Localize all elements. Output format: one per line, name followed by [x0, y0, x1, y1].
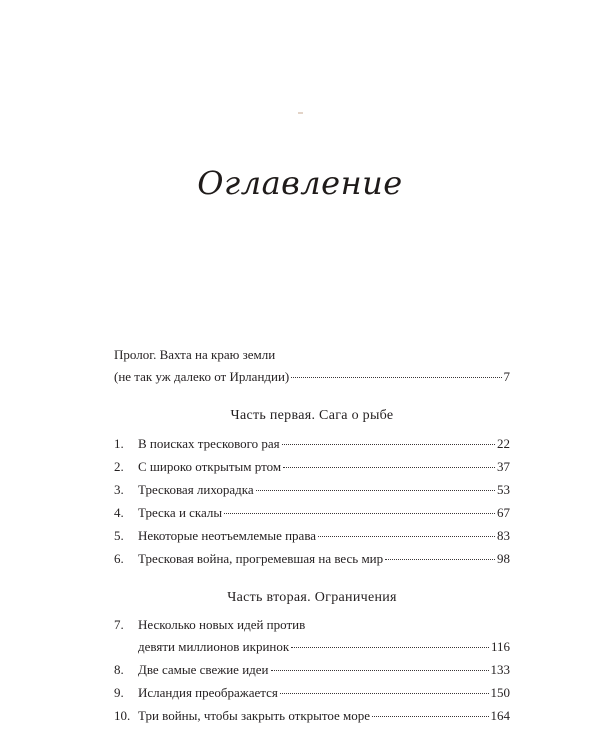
toc-entry-number: 3.: [114, 482, 124, 497]
dot-leader: [224, 513, 495, 514]
toc-entry-title: девяти миллионов икринок: [138, 639, 290, 654]
toc-entry[interactable]: [114, 456, 510, 478]
toc-page-number: 67: [497, 505, 510, 520]
toc-entry[interactable]: [114, 548, 510, 570]
toc-prologue-line2[interactable]: [114, 366, 510, 388]
toc-entry-continued[interactable]: [114, 636, 510, 658]
toc-entry[interactable]: [114, 479, 510, 501]
dot-leader: [271, 670, 489, 671]
dot-leader: [372, 716, 488, 717]
toc-entry-title: Две самые свежие идеи: [138, 662, 269, 677]
toc-entry-number: 1.: [114, 436, 124, 451]
toc-entry-title: С широко открытым ртом: [138, 459, 282, 474]
toc-entry-title: Несколько новых идей против: [138, 617, 306, 632]
toc-prologue-line1[interactable]: [114, 344, 510, 366]
dot-leader: [385, 559, 495, 560]
toc-entry[interactable]: [114, 433, 510, 455]
page-title: Оглавление: [197, 164, 403, 202]
toc-page-number: 53: [497, 482, 510, 497]
toc-page-number: 83: [497, 528, 510, 543]
toc-entry-number: 9.: [114, 685, 124, 700]
toc-entry-title: Тресковая война, прогремевшая на весь мир: [138, 551, 384, 566]
toc-entry-title: Некоторые неотъемлемые права: [138, 528, 317, 543]
toc-entry[interactable]: [114, 705, 510, 727]
part-heading: Часть вторая. Ограничения: [227, 590, 397, 605]
dot-leader: [256, 490, 495, 491]
toc-page-number: 164: [490, 708, 510, 723]
dot-leader: [318, 536, 495, 537]
toc-entry-title: (не так уж далеко от Ирландии): [114, 369, 290, 384]
toc-page-number: 22: [497, 436, 510, 451]
toc-page-number: 116: [490, 639, 510, 654]
toc-entry-title: Три войны, чтобы закрыть открытое море: [138, 708, 371, 723]
toc-entry-number: 2.: [114, 459, 124, 474]
toc-entry[interactable]: [114, 614, 510, 636]
toc-entry-title: В поисках трескового рая: [138, 436, 280, 451]
toc-entry-title: Тресковая лихорадка: [138, 482, 254, 497]
toc-entry-number: 10.: [114, 708, 131, 723]
toc-entry-number: 8.: [114, 662, 124, 677]
toc-page-number: 98: [497, 551, 510, 566]
toc-entry-number: 7.: [114, 617, 124, 632]
dot-leader: [280, 693, 489, 694]
toc-entry-title: Треска и скалы: [138, 505, 223, 520]
dot-leader: [291, 647, 489, 648]
toc-entry[interactable]: [114, 525, 510, 547]
toc-page-number: 150: [490, 685, 510, 700]
dot-leader: [283, 467, 495, 468]
toc-entry[interactable]: [114, 502, 510, 524]
toc-entry-title: Исландия преображается: [138, 685, 278, 700]
part-heading: Часть первая. Сага о рыбе: [230, 408, 394, 423]
toc-entry[interactable]: [114, 659, 510, 681]
toc-entry[interactable]: [114, 682, 510, 704]
toc-entry-number: 4.: [114, 505, 124, 520]
dot-leader: [282, 444, 495, 445]
toc-page-number: 7: [503, 369, 510, 384]
toc-entry-number: 5.: [114, 528, 124, 543]
toc-page-number: 37: [497, 459, 510, 474]
toc-page-number: 133: [490, 662, 510, 677]
dot-leader: [291, 377, 501, 378]
toc-entry-title: Пролог. Вахта на краю земли: [114, 347, 276, 362]
decorative-mark: [298, 112, 303, 114]
toc-entry-number: 6.: [114, 551, 124, 566]
